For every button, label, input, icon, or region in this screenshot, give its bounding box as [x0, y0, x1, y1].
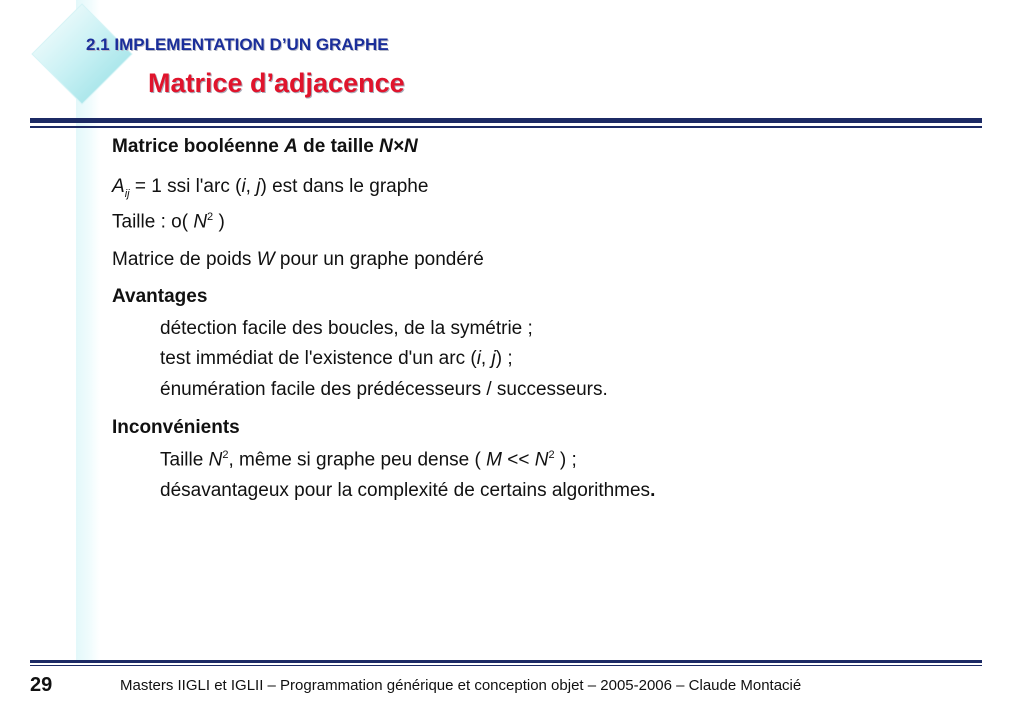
slide-title: Matrice d’adjacence	[148, 68, 405, 98]
bullet-aij-definition: $A_{ij} = 1$ ssi l'arc (i, j) est dans le graphe	[112, 176, 429, 200]
disadvantage-item: Taille $N^2$, même si graphe peu dense ( $M << N^2$ ) ;	[160, 449, 577, 471]
footer-text: Masters IIGLI et IGLII – Programmation générique et conception objet – 2005-2006 – Claude Montacié	[120, 677, 802, 694]
footer-rule-top	[30, 660, 982, 663]
bullet-weight-matrix: Matrice de poids W pour un graphe pondéré	[112, 249, 484, 270]
page-number: 29	[30, 674, 53, 696]
advantage-item: test immédiat de l'existence d'un arc (i, j) ;	[160, 348, 513, 369]
header-rule-bottom	[30, 126, 982, 128]
bullet-size: Taille : o( $N^2$ )	[112, 211, 225, 233]
section-title: 2.1 IMPLEMENTATION D’UN GRAPHE	[86, 35, 389, 54]
advantage-item: détection facile des boucles, de la symétrie ;	[160, 318, 533, 339]
disadvantages-heading: Inconvénients	[112, 417, 240, 438]
disadvantage-item: désavantageux pour la complexité de certains algorithmes.	[160, 480, 656, 501]
bullet-boolean-matrix: Matrice booléenne A de taille N×N	[112, 136, 418, 157]
advantages-heading: Avantages	[112, 286, 208, 307]
header-rule-top	[30, 118, 982, 123]
footer-rule-bottom	[30, 665, 982, 666]
advantage-item: énumération facile des prédécesseurs / successeurs.	[160, 379, 608, 400]
